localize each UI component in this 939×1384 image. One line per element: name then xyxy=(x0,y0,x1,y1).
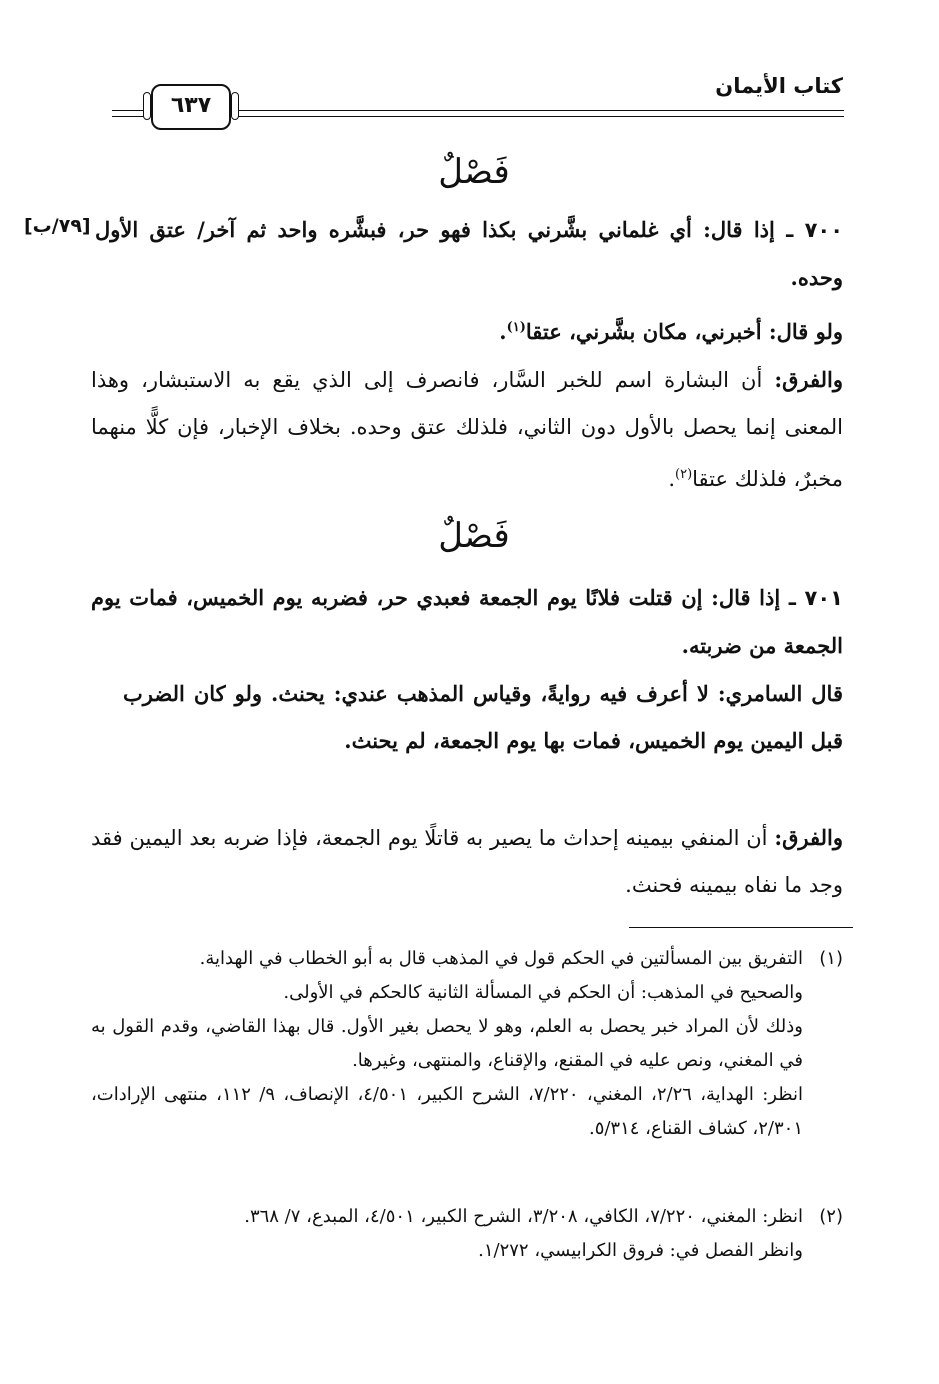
farq-700: والفرق: أن البشارة اسم للخبر السَّار، فانصرف إلى الذي يقع به الاستبشار، وهذا المعنى إنما يحصل بالأول دون الثاني، فلذلك عتق وحده. بخلاف الإخبار، فإن كلًّا منهما مخبرٌ، فلذلك عتقا$^{(٢)}$. xyxy=(91,367,843,491)
chapter-title: كتاب الأيمان xyxy=(715,74,843,98)
footnote-text: والصحيح في المذهب: أن الحكم في المسألة الثانية كالحكم في الأولى. xyxy=(283,982,803,1003)
footnote-text: انظر: المغني، ٧/٢٢٠، الكافي، ٣/٢٠٨، الشرح الكبير، ٤/٥٠١، المبدع، ٧/ ٣٦٨. xyxy=(244,1206,803,1227)
margin-reference: [٧٩/ب] xyxy=(24,215,91,237)
header-rule-left-inner xyxy=(112,116,144,117)
farq-text: أن المنفي بيمينه إحداث ما يصير به قاتلًا يوم الجمعة، فإذا ضربه بعد اليمين فقد وجد ما نفاه بيمينه فحنث. xyxy=(91,826,843,897)
footnote-text: وانظر الفصل في: فروق الكرابيسي، ١/٢٧٢. xyxy=(478,1240,803,1261)
footnote-1 xyxy=(91,942,843,1146)
footnote-number: (٢) xyxy=(819,1206,843,1227)
header-rule-inner xyxy=(232,116,844,117)
farq-text: أن البشارة اسم للخبر السَّار، فانصرف إلى الذي يقع به الاستبشار، وهذا المعنى إنما يحصل بالأول دون الثاني، فلذلك عتق وحده. بخلاف الإخبار، فإن كلًّا منهما مخبرٌ، فلذلك عتقا xyxy=(91,368,843,491)
issue-label: إذا قال: xyxy=(703,217,775,242)
farq-label: والفرق: xyxy=(774,367,843,392)
page-number: ٦٣٧ xyxy=(170,93,212,118)
footnote-ref-1: (١) xyxy=(506,320,526,335)
issue-700-variant: ولو قال: أخبرني، مكان بشَّرني، عتقا$^{(١)}$. xyxy=(499,319,843,344)
footnote-2 xyxy=(91,1200,843,1268)
footnote-separator xyxy=(629,927,853,928)
farq-label: والفرق: xyxy=(774,825,843,850)
variant-text: ولو قال: أخبرني، مكان بشَّرني، عتقا xyxy=(525,319,843,344)
section-heading-1: فَصْلٌ xyxy=(438,152,510,192)
farq-701 xyxy=(91,814,843,909)
header-rule xyxy=(232,110,844,111)
page-number-box xyxy=(151,84,231,130)
issue-701 xyxy=(91,574,843,669)
issue-700 xyxy=(95,206,843,301)
issue-number: ٧٠١ ـ xyxy=(788,586,843,610)
footnote-ref-2: (٢) xyxy=(675,467,693,482)
footnote-text: التفريق بين المسألتين في الحكم قول في المذهب قال به أبو الخطاب في الهداية. xyxy=(199,948,803,969)
issue-text: أي غلماني بشَّرني بكذا فهو حر، فبشَّره واحد ثم آخر/ عتق الأول وحده. xyxy=(95,217,843,290)
samiri-opinion: قال السامري: لا أعرف فيه روايةً، وقياس المذهب عندي: يحنث. ولو كان الضرب قبل اليمين يوم الخميس، فمات بها يوم الجمعة، لم يحنث. xyxy=(123,681,843,753)
issue-label: إذا قال: xyxy=(711,585,781,610)
header-rule-left xyxy=(112,110,144,111)
footnote-number: (١) xyxy=(819,948,843,969)
issue-text: إن قتلت فلانًا يوم الجمعة فعبدي حر، فضربه يوم الخميس، فمات يوم الجمعة من ضربته. xyxy=(91,585,843,658)
footnote-text: وذلك لأن المراد خبر يحصل به العلم، وهو لا يحصل بغير الأول. قال بهذا القاضي، وقدم القول به في المغني، ونص عليه في المقنع، والإقناع، والمنتهى، وغيرها. xyxy=(91,1016,803,1071)
section-heading-2: فَصْلٌ xyxy=(438,516,510,556)
footnote-text: انظر: الهداية، ٢/٢٦، المغني، ٧/٢٢٠، الشرح الكبير، ٤/٥٠١، الإنصاف، ٩/ ١١٢، منتهى الإرادات، ٢/٣٠١، كشاف القناع، ٥/٣١٤. xyxy=(91,1084,803,1139)
issue-number: ٧٠٠ ـ xyxy=(786,218,844,242)
